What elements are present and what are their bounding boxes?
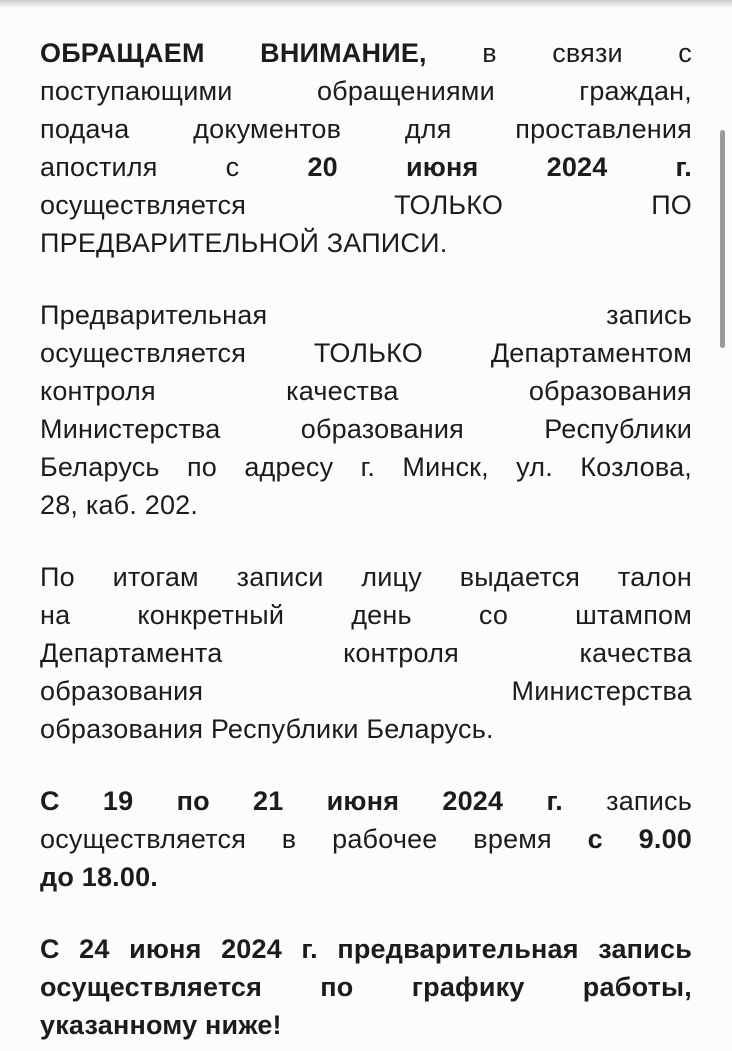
text-line [40,1006,692,1044]
text-line [40,334,692,372]
text-segment: Беларусь по адресу г. Минск, ул. Козлова, [40,452,692,482]
text-line [40,930,692,968]
bold-text-segment: осуществляется по графику работы, [40,972,692,1002]
text-line [40,710,692,748]
text-line [40,110,692,148]
text-segment: контроля качества образования [40,376,692,406]
text-line [40,148,692,186]
text-line [40,448,692,486]
text-segment: поступающими обращениями граждан, [40,76,692,106]
text-segment: Предварительная запись [40,300,692,330]
text-segment: По итогам записи лицу выдается талон [40,562,692,592]
text-line [40,186,692,224]
paragraph-booking-hours-june-19-21 [40,782,692,896]
text-segment: осуществляется ТОЛЬКО ПО [40,190,692,220]
text-line [40,372,692,410]
text-line [40,410,692,448]
text-line [40,820,692,858]
text-line [40,968,692,1006]
text-line [40,296,692,334]
bold-text-segment: С 24 июня 2024 г. предварительная запись [40,934,692,964]
text-segment: осуществляется в рабочее время [40,824,552,854]
text-segment: осуществляется ТОЛЬКО Департаментом [40,338,692,368]
text-segment: образования Республики Беларусь. [40,714,494,744]
text-segment: на конкретный день со штампом [40,600,692,630]
text-segment: в связи с [482,38,692,68]
text-segment: ПРЕДВАРИТЕЛЬНОЙ ЗАПИСИ. [40,228,448,258]
text-line [40,596,692,634]
text-segment: Министерства образования Республики [40,414,692,444]
text-line [40,558,692,596]
bold-text-segment: 20 июня 2024 г. [307,152,692,182]
bold-text-segment: указанному ниже! [40,1010,282,1040]
paragraph-ticket-issuance [40,558,692,748]
bold-text-segment: ОБРАЩАЕМ ВНИМАНИЕ, [40,38,427,68]
bold-text-segment: с 9.00 [587,824,692,854]
paragraph-booking-department-address [40,296,692,524]
text-line [40,72,692,110]
text-line [40,858,692,896]
text-segment: подача документов для проставления [40,114,692,144]
text-line [40,634,692,672]
text-segment: Департамента контроля качества [40,638,692,668]
bold-text-segment: С 19 по 21 июня 2024 г. [40,786,563,816]
text-segment: образования Министерства [40,676,692,706]
text-line [40,486,692,524]
text-line [40,34,692,72]
text-line [40,672,692,710]
text-segment: запись [606,786,692,816]
text-segment: 28, каб. 202. [40,490,199,520]
scrollbar-thumb[interactable] [720,130,725,348]
paragraph-booking-from-june-24 [40,930,692,1044]
paragraph-notice-appointment-only [40,34,692,262]
bold-text-segment: до 18.00. [40,862,159,892]
text-line [40,782,692,820]
text-line [40,224,692,262]
text-segment: апостиля с [40,152,240,182]
